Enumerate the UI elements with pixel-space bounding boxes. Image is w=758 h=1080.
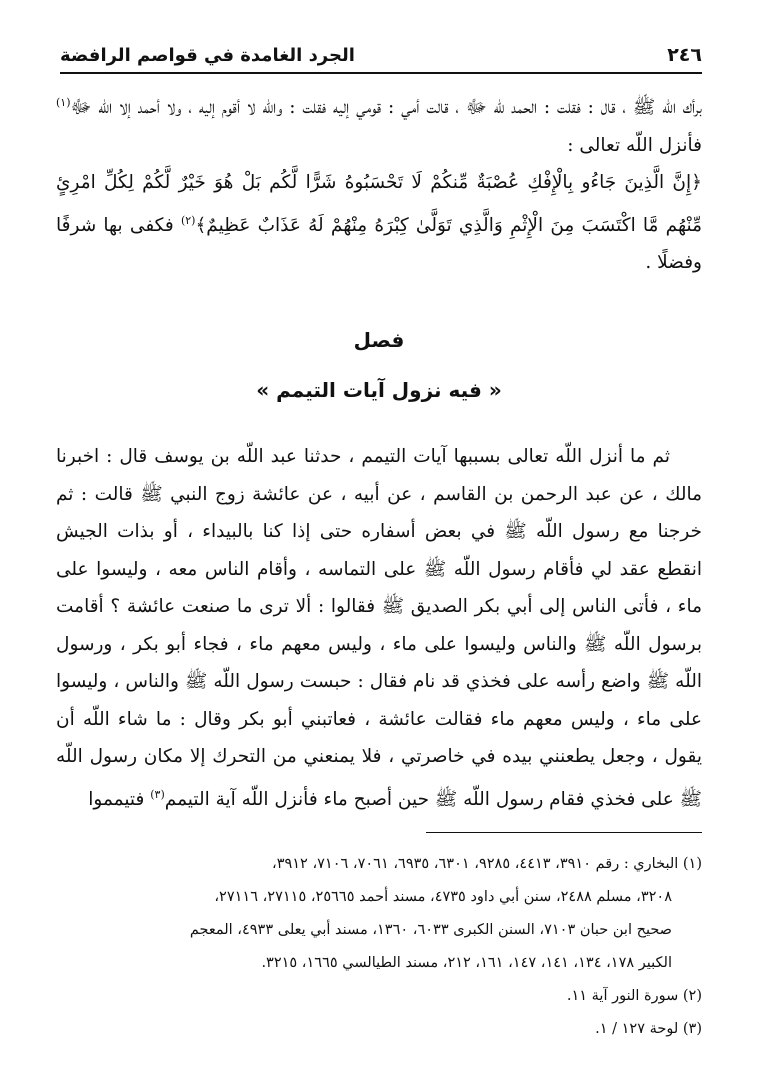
footnote-line: ٣٢٠٨، مسلم ٢٤٨٨، سنن أبي داود ٤٧٣٥، مسند أحمد ٢٥٦٦٥، ٢٧١١٥، ٢٧١١٦، [214,889,672,905]
footnote-line: (١) البخاري : رقم ٣٩١٠، ٤٤١٣، ٩٢٨٥، ٦٣٠١، ٦٩٣٥، ٧٠٦١، ٧١٠٦، ٣٩١٢، [272,856,702,872]
paragraph-1-tail: فأنزل اللّه تعالى : [567,134,702,156]
footnote-ref-3: (٣) [150,787,165,801]
paragraph-1 [56,84,702,282]
section-heading: فصل [353,328,405,352]
paragraph-1-text: برأك اللّه ﷺ ، قال : فقلت : الحمد للّه ﷻ ، قالت أمي : قومي إليه فقلت : واللّه لا أقوم إليه ، ولا أحمد إلا اللّه ﷻ [70,97,702,119]
footnote-line: (٣) لوحة ١٢٧ / ١. [595,1021,702,1037]
page-header [60,26,702,74]
paragraph-2 [56,438,702,818]
section-subtitle: « فيه نزول آيات التيمم » [256,378,502,402]
running-title: الجرد الغامدة في قواصم الرافضة [60,45,355,66]
footnote-ref-2: (٢) [180,213,196,227]
footnote-line: الكبير ١٧٨، ١٣٤، ١٤١، ١٤٧، ١٦١، ٢١٢، مسند الطيالسي ١٦٦٥، ٣٢١٥. [261,955,672,971]
footnote-line: (٢) سورة النور آية ١١. [566,988,702,1004]
footnote-ref-1: (١) [56,96,71,109]
footnotes [56,848,702,1046]
quran-verse-text: ﴿إِنَّ الَّذِينَ جَاءُو بِالْإِفْكِ عُصْبَةٌ مِّنكُمْ لَا تَحْسَبُوهُ شَرًّا لَّكُم بَلْ هُوَ خَيْرٌ لَّكُمْ لِكُلِّ امْرِئٍ مِّنْهُم مَّا اكْتَسَبَ مِنَ الْإِثْمِ وَالَّذِي تَوَلَّىٰ كِبْرَهُ مِنْهُمْ لَهُ عَذَابٌ عَظِيمٌ﴾ [56,172,702,236]
quran-tail: فكفى بها شرفًا وفضلًا . [56,214,702,274]
paragraph-2-text: ثم ما أنزل اللّه تعالى بسببها آيات التيمم ، حدثنا عبد اللّه بن يوسف قال : اخبرنا مالك ، عن عبد الرحمن بن القاسم ، عن أبيه ، عن عائشة زوج النبي ﷺ قالت : ثم خرجنا مع رسول اللّه ﷺ في بعض أسفاره حتى إذا كنا بالبيداء ، أو بذات الجيش انقطع عقد لي فأقام رسول اللّه ﷺ على التماسه ، وأقام الناس معه ، وليسوا على ماء ، فأتى الناس إلى أبي بكر الصديق ﷺ فقالوا : ألا ترى ما صنعت عائشة ؟ أقامت برسول اللّه ﷺ والناس وليسوا على ماء ، وليس معهم ماء ، فجاء أبو بكر ، ورسول اللّه ﷺ واضع رأسه على فخذي قد نام فقال : حبست رسول اللّه ﷺ والناس ، وليسوا على ماء ، وليس معهم ماء فقالت عائشة ، فعاتبني أبو بكر وقال : ما شاء اللّه أن يقول ، وجعل يطعنني بيده في خاصرتي ، فلا يمنعني من التحرك إلا مكان رسول اللّه ﷺ على فخذي فقام رسول اللّه ﷺ حين أصبح ماء فأنزل اللّه آية التيمم [56,446,702,810]
footnote-line: صحيح ابن حبان ٧١٠٣، السنن الكبرى ٦٠٣٣، ١٣٦٠، مسند أبي يعلى ٤٩٣٣، المعجم [189,922,672,938]
page-number: ٢٤٦ [667,44,702,66]
footnote-separator [426,832,702,833]
quran-verse [56,164,702,282]
paragraph-2-tail: فتيمموا [88,788,151,810]
